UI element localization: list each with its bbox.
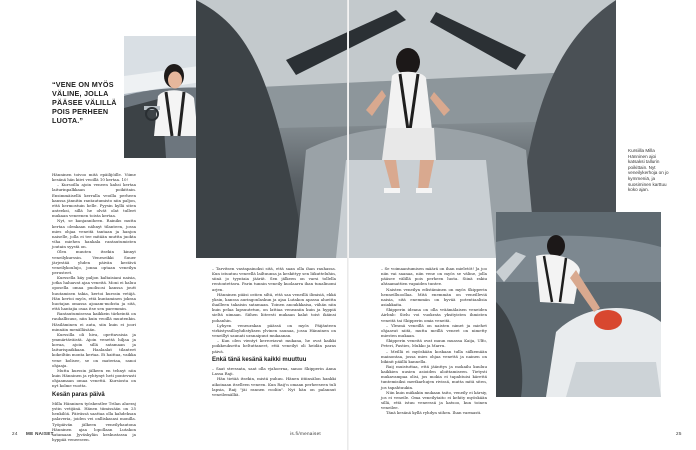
paragraph: Hän tietää itsekin, mistä puhuu. Hänen iitiinsälon hankki aikoinaan itselleen veneen. Kun Raij'n omaan perheeseen tuli lapsia, Raij "jäi rannen rooliin". Nyt hän on palannut veneilemälliä. bbox=[212, 376, 336, 397]
page-number-left: 24 bbox=[12, 431, 18, 436]
paragraph: Kurssilla oli hiva, opettavaisia ja ymmärtäväistä. Ajoin venettä hiljaa ja kovaa, ajoin sillä satamaan ja laiturispaikkaan. Haalaalat tilanteet kokeiltiin monta kertaa. Ei haittaa, vaikka vene kolisee, se on materiaa, sanoi ohjaaja. bbox=[52, 331, 136, 368]
page-number-right: 25 bbox=[676, 431, 682, 436]
body-column-1 bbox=[52, 172, 136, 442]
section-heading: Kesän paras päivä bbox=[52, 391, 105, 398]
paragraph: Naisten veneilyn edistäminen on myös Skipperin henneilluoollaa. Mitä enemmän on veneilleviä naisia, sitä enemmän on hyvää potentiaalisia asiakkaita. bbox=[381, 286, 487, 308]
paragraph: Skipperin ideana on olla vräämälaisen veneiden Airbnb: Sielu voi vuokrata yksityisten ihmisten veneitä tai Skipperin omia veneitä. bbox=[381, 307, 487, 323]
paragraph: Oleu muuten itsekin kinnyt veneilykurssin. Veneseikki Suuer järjestää yhden päivän kestävä veneilykoulujo, jonna optaan veneilyn perusteet. bbox=[52, 249, 136, 275]
paragraph: Tänä kesänä kyllä ryhdyn siihen. Ihan varmasti. bbox=[386, 410, 482, 416]
body-column-2 bbox=[212, 266, 336, 397]
body-column-3 bbox=[381, 266, 487, 416]
paragraph: – Kun olen vientyt kerroviavat mukana, he ovat kaikki poikkeuksetta heltuttaneet, että veneilyt oli heidän paras päivä. bbox=[212, 338, 336, 354]
paragraph: Skipperin veneitä ovat muun muassa Kaija, Ulfo, Peteri, Pasties, Mukko ja Marru. bbox=[381, 338, 487, 349]
paragraph: Lyhyen veneurakan päässä on myös Päijänteen virkistyssilloyhdistyksen ylvinen saunaa, jossa Hänninen on veneillyt saunati uranaipuut mukaanan. bbox=[212, 322, 336, 339]
paragraph: – Ylesmä veneillä on naisten nimet ja miehet ohjaavat niitä, mutta meillä veneet on nimetty miesten mukaan. bbox=[381, 322, 487, 339]
paragraph: Kurssella käy paljon kaltaisiani naisia, jotka haluavat ajaa veneitä. Moni ei haluu oposella omaa puolisosi kanssa joutt huutamisen takia, kertoi kurssin vetäjä. Hän kertoi myös, että kuntaminen jokraa huotajan omassa ajoaam-mohsta ja sitä, että hantajia osaa itse sen paremmin. bbox=[52, 275, 136, 312]
paragraph: – Tarvitsen vastapainoksi sitä, että saan olla ihan rauhassa. Kun istuutuu veneellä lailtuunsa ja keskittyy sen liikutteluhin, siinä jo tyyntaia jäärät. Sen jälkeen on varsi tollella rentoutettava. Parin tunnin veneily kuolaarra ihan tunalinomi arjen. bbox=[212, 266, 336, 292]
paragraph: – Se voimaantumisen määrä on ihan mieletöt! Ja joo niin vai saanaa, niin vene on myös se väline, jolla pääsee välillä pois perheen luota. Siinä rakiu ahtaamattien vapaiden tuntee. bbox=[381, 266, 487, 287]
paragraph: Hänninen piiäsi ostien siltä, että saa veneillä ilimisiä, ekkä yksin, kanssa auringonlaskun ja ajaa Lutakon apassa alueitta ihailleen takaisin satamaan. Toinen anoukkkaisa, vähän niin kuin pelaa lapsuutetun, on lattiaa veneaniin kuin ja hyppiä sieltä uimaan. Siihen liiteesti mukaan kalat toist ikäinsi pohanhin. bbox=[212, 291, 336, 323]
magazine-name: ME NAISET bbox=[26, 431, 54, 436]
page-fold bbox=[347, 0, 349, 450]
paragraph: – Meillä ei myöskään koskaan tulla sälkemään mainontaa, jossa mies ohjaa venettä ja nainen on bikinit päällä kannella. bbox=[381, 348, 487, 364]
paragraph: Mutta kurssin jälkeen en tehnyt niin kuin Hänninen ja ryhtynyt heti pontevasti ohjaamaan omaa venettä. Kursiosta on nyt kolme vuotta. bbox=[52, 367, 136, 389]
paragraph: Niin kuin miikakin mukaan taito, veneily ei kärsiy, jos ei veneile. Oma veneilytaito ei kehity myöskään sillä, että istuu veneessä ja katsoo, kun toinen veneilee. bbox=[381, 389, 487, 411]
paragraph: – Saat stressata, saat olla vjahoerna, sanoo Skipperin Anna Lassa Raji. bbox=[212, 366, 336, 377]
paragraph: – Kursoilla ajoin veneen kahsi kertaa laiturinpalkkaan poikittain. Ensimmäisellä kerralla veoilla perheen kanssa jännitin rantautumisto niin paljon, että hermostuin helle. Pyysin kyllä siten anteeksi, sillä he olvät olat tulleet mukaan veneenen toista kertaa. bbox=[52, 182, 136, 219]
paragraph: Raij muistuttaa, että jäänttys ja mokailu kuuluu kaikkien uusien asioiden aloittamiseen. Tietysti mukavampaa olisi, jos mokia ei tapahtuisi kärettä tuntemisiksi merikarhujen rivissä, mutta mitä siten, jos tapahtuukin. bbox=[381, 363, 487, 390]
paragraph: Milla Hänninen työskentlee Trilan alueraj ystin vetijänä. Hänen tiimissään on 25 henkilöä. Päivässä saattaa olla kahdeksan palaveria, joiden vei onlliskasasi monilla. Työpäivän jälkeen veneilyhautona Hänninen ajaa lopollaan Lutakon satamaan Jyväskylän keskustassa ja hyppää veneeseen. bbox=[52, 400, 136, 443]
paragraph: Hänninen toivoo mitä epäilijöille. Viime kesänä hän kiivi veoillä 10 kertaa. 10! bbox=[52, 172, 136, 183]
photo-caption: Kursiilla Milla Hänninen ajoi katsaksi tallurin poikittain. Nyt veneilykerhoja on jo kymmeniä, ja suosiminen karttuu koko ajan. bbox=[628, 148, 669, 193]
paragraph: Rantautumisessa kaikkein tärkeintä on rauhallisuus, niin kuin veoillä muutenkin. Häsiläminen ei auta, siin kuin ei joori minnäin menälläsään. bbox=[52, 311, 136, 332]
section-heading: Enkä tänä kesänä kaikki muuttuu bbox=[212, 356, 307, 363]
website-url: is.fi/menaiset bbox=[290, 431, 322, 436]
pull-quote: “VENE ON MYÖS VÄLINE, JOLLA PÄÄSEE VÄLILLÄ POIS PERHEEN LUOTA.” bbox=[52, 80, 117, 125]
paragraph: Nyt, se kanjanniheen. Rainiks mutta kertaa olenkaan nähnyt tilanteen, jossa mies ohjaa veneitä tantaan ja hanjon naiselle, jolla ei tee mitään muttta juokta viha miehen hankala rantautumisten joutain syystä on. bbox=[52, 218, 136, 250]
bow-photo bbox=[496, 212, 661, 397]
